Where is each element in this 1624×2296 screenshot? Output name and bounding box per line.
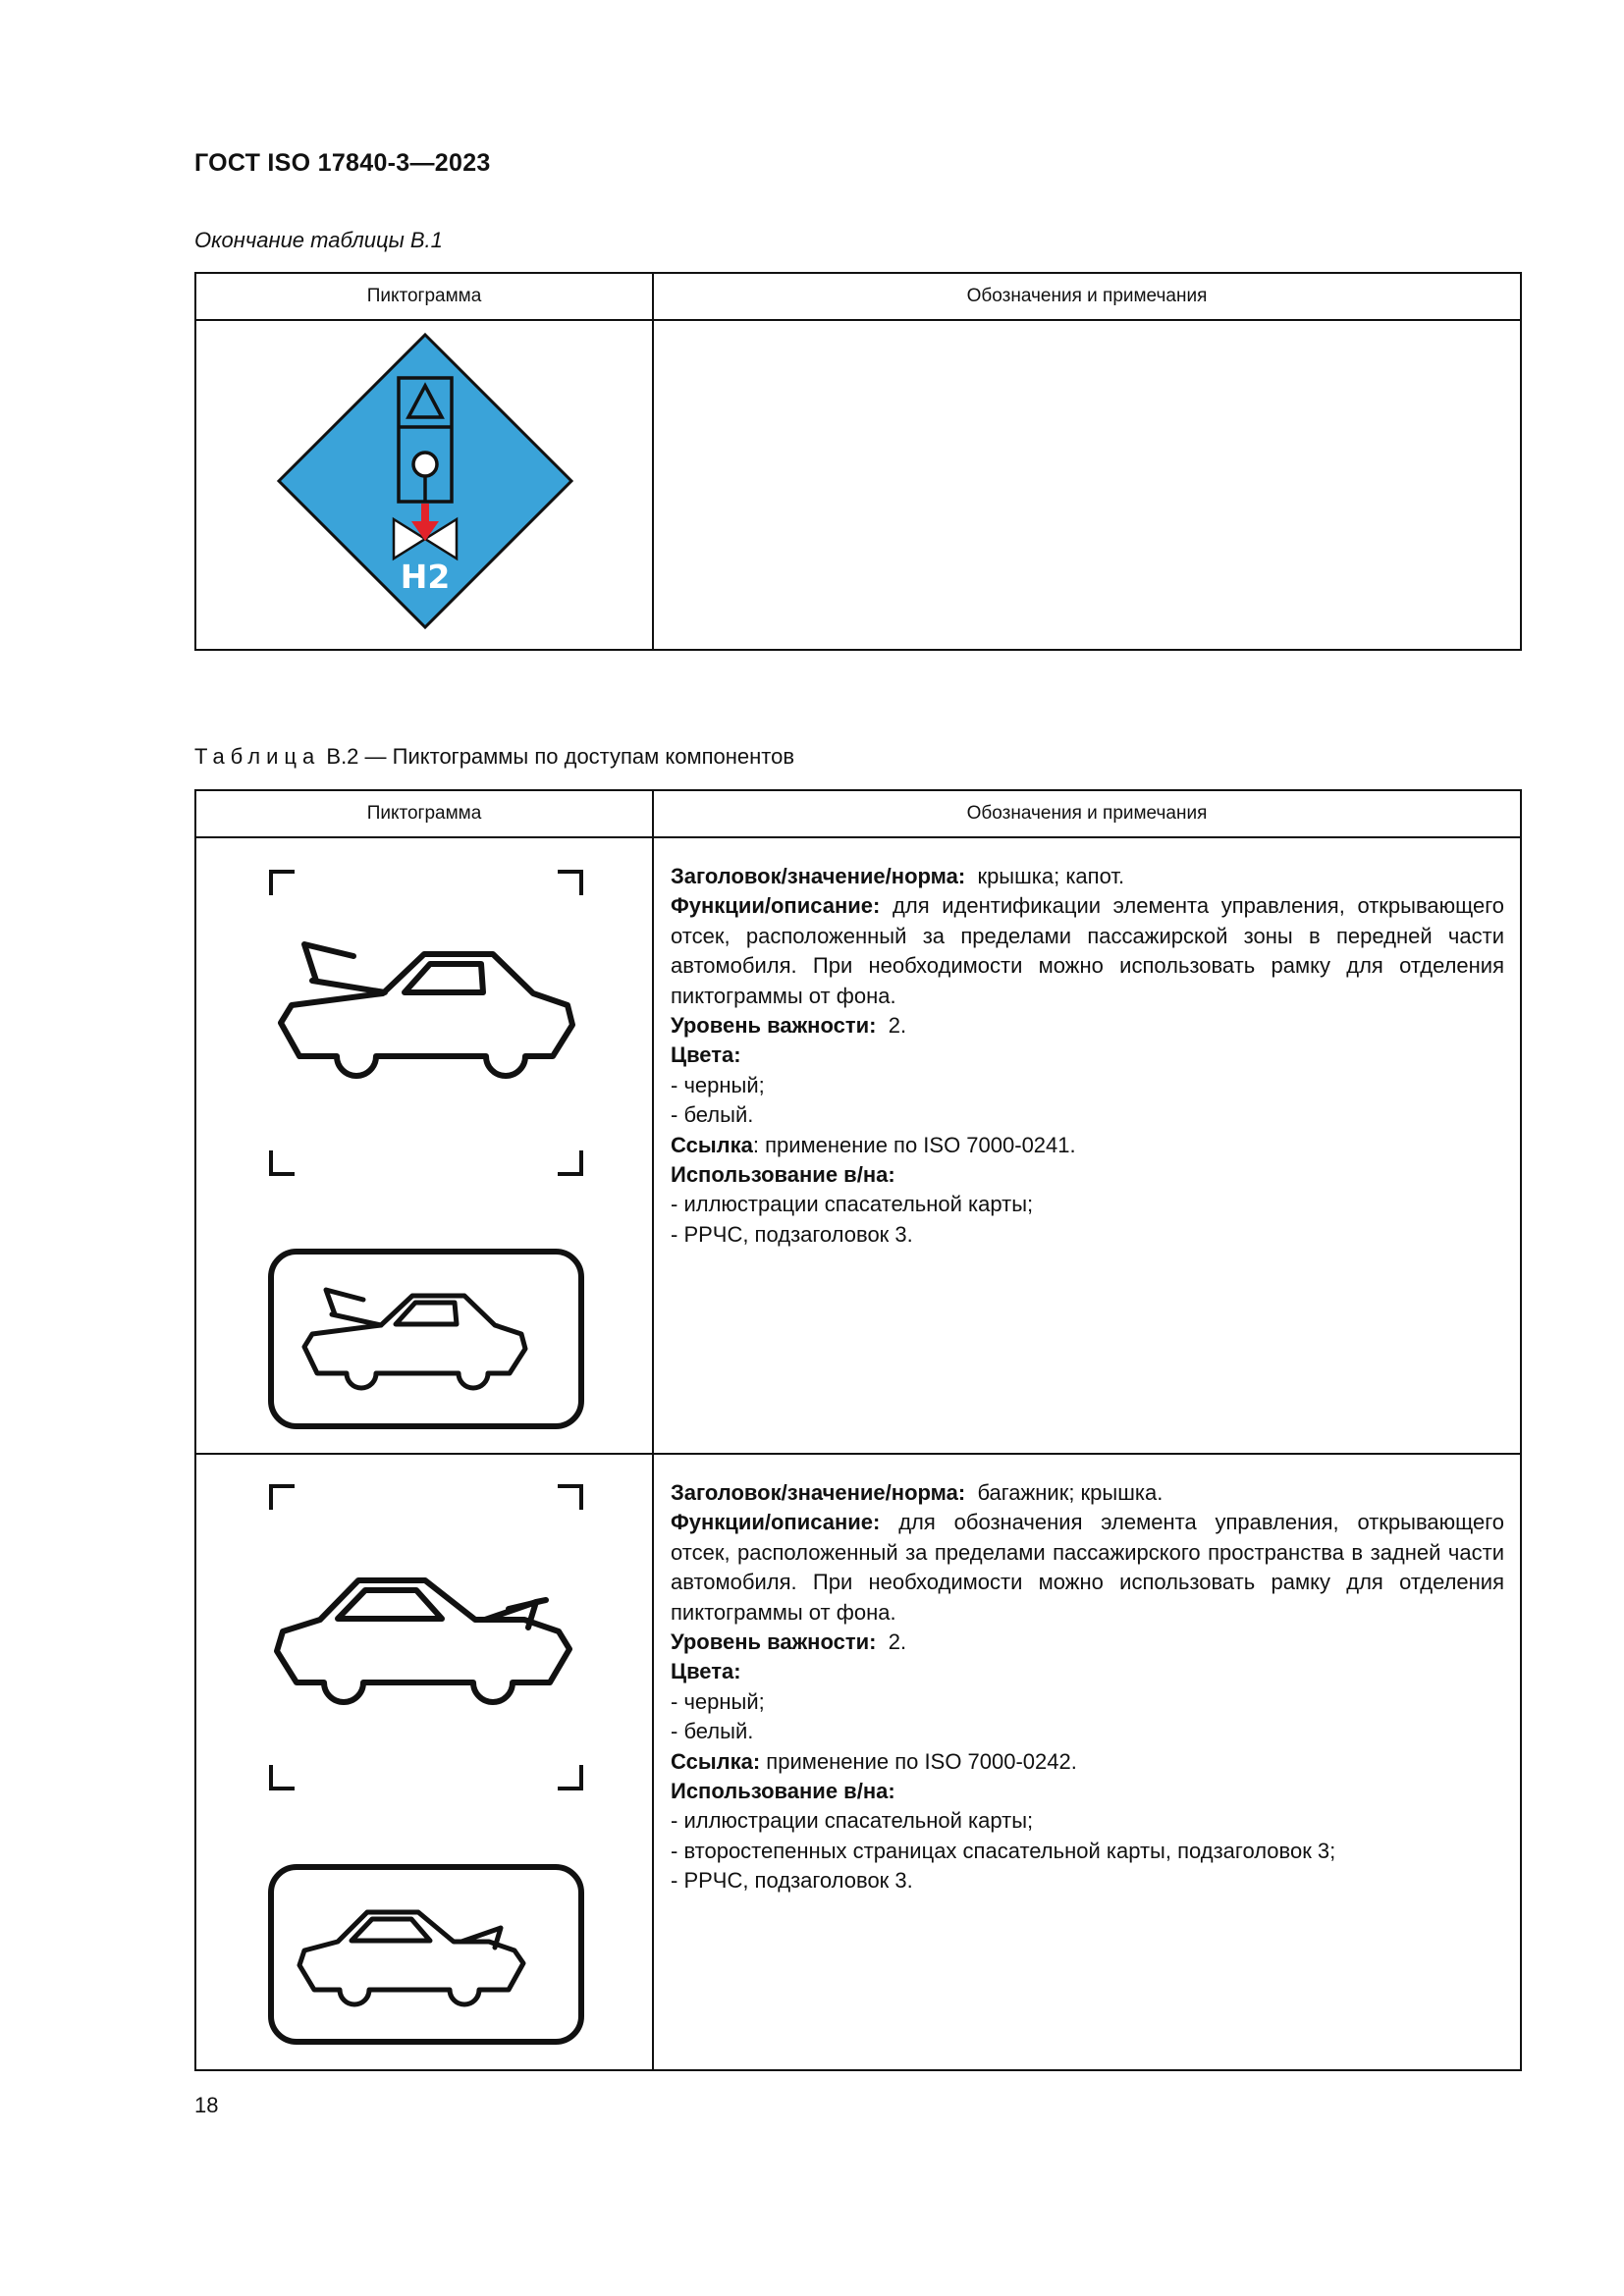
table-b1 [194, 272, 1522, 651]
reference-line: Ссылка: применение по ISO 7000-0242. [671, 1748, 1077, 1774]
header-notes: Обозначения и примечания [653, 273, 1521, 320]
table-header-row [195, 273, 1521, 320]
title-line: Заголовок/значение/норма: крышка; капот. [671, 864, 1125, 888]
table-b1-caption: Окончание таблицы В.1 [194, 228, 443, 252]
list-item: - иллюстрации спасательной карты; [671, 1192, 1034, 1217]
table-row [195, 320, 1521, 650]
page-number: 18 [194, 2093, 219, 2117]
h2-label: H2 [400, 558, 451, 596]
car-small [304, 1290, 525, 1388]
table-header-row [195, 790, 1521, 837]
list-item: - РРЧС, подзаголовок 3. [671, 1221, 913, 1247]
table-b2 [194, 789, 1522, 2071]
notes-cell [653, 837, 1521, 1454]
row-description [654, 1455, 1520, 1896]
notes-cell [653, 320, 1521, 650]
list-item: - черный; [671, 1072, 765, 1097]
car-trunk-open-icon [196, 1455, 654, 2069]
list-item: - РРЧС, подзаголовок 3. [671, 1868, 913, 1894]
pictogram-frame [271, 1252, 581, 1426]
pictogram-frame [271, 1867, 581, 2042]
hydrogen-shutoff-valve-icon [196, 321, 654, 649]
car-hood-open-icon [196, 838, 654, 1453]
list-item: - иллюстрации спасательной карты; [671, 1808, 1034, 1834]
car-large [281, 944, 572, 1076]
table-row [195, 1454, 1521, 2070]
car-small [299, 1912, 523, 2004]
function-line: Функции/описание: для обозначения элемента управления, открывающего отсек, расположенный за пределами пассажирского пространства в задней части автомобиля. При необходимости можно использовать рамку для отделения пиктограммы от фона. [671, 1510, 1504, 1625]
header-pictogram: Пиктограмма [195, 790, 653, 837]
list-item: - белый. [671, 1719, 754, 1744]
reference-line: Ссылка: применение по ISO 7000-0241. [671, 1132, 1076, 1157]
table-row [195, 837, 1521, 1454]
colors-label: Цвета: [671, 1042, 741, 1068]
level-line: Уровень важности: 2. [671, 1629, 907, 1655]
pictogram-cell [195, 837, 653, 1454]
list-item: - второстепенных страницах спасательной карты, подзаголовок 3; [671, 1838, 1336, 1863]
pictogram-cell [195, 1454, 653, 2070]
level-line: Уровень важности: 2. [671, 1013, 907, 1039]
title-line: Заголовок/значение/норма: багажник; крышка. [671, 1480, 1164, 1505]
usage-label: Использование в/на: [671, 1779, 895, 1804]
frame-corners [271, 1486, 581, 1789]
list-item: - черный; [671, 1688, 765, 1714]
header-notes: Обозначения и примечания [653, 790, 1521, 837]
car-large [277, 1580, 569, 1702]
pictogram-cell [195, 320, 653, 650]
header-pictogram: Пиктограмма [195, 273, 653, 320]
list-item: - белый. [671, 1102, 754, 1128]
row-description [654, 838, 1520, 1250]
usage-label: Использование в/на: [671, 1162, 895, 1188]
colors-label: Цвета: [671, 1659, 741, 1684]
function-line: Функции/описание: для идентификации элемента управления, открывающего отсек, расположенный за пределами пассажирской зоны в передней части автомобиля. При необходимости можно использовать рамку для отделения пиктограммы от фона. [671, 893, 1504, 1008]
document-code: ГОСТ ISO 17840-3—2023 [194, 149, 491, 177]
notes-cell [653, 1454, 1521, 2070]
table-b2-caption-text: В.2 — Пиктограммы по доступам компонентов [326, 744, 795, 769]
table-b2-caption-word: Таблица [194, 744, 321, 769]
frame-corners [271, 872, 581, 1174]
table-b2-caption [194, 744, 794, 770]
